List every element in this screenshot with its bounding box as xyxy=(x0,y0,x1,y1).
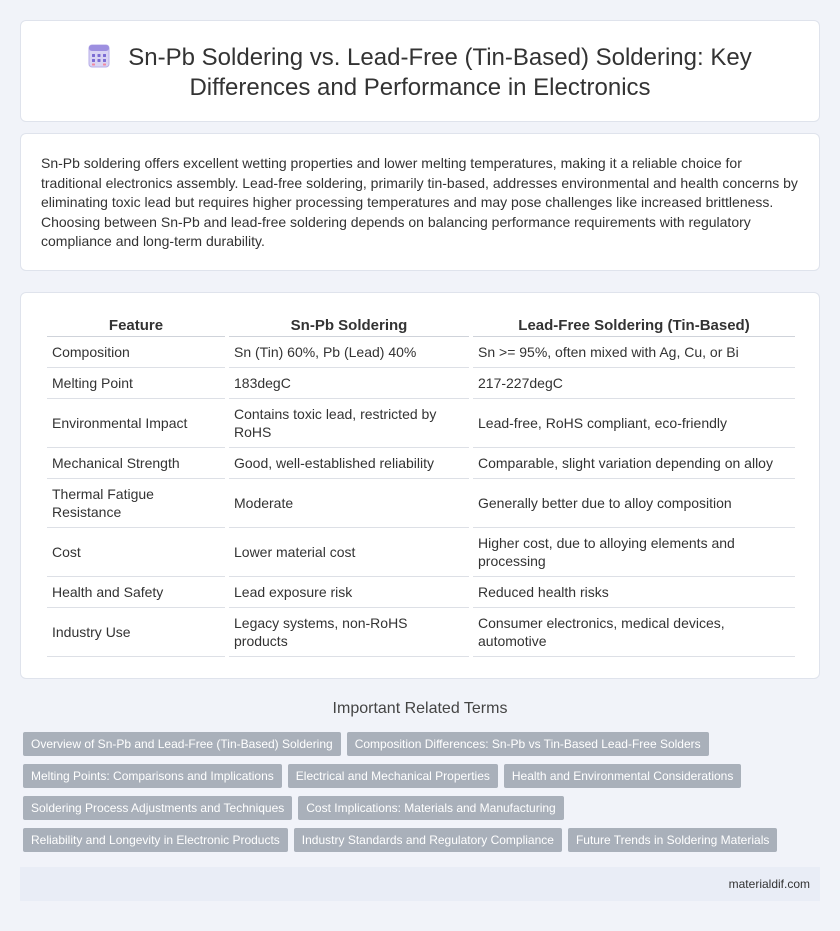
cell-feature: Composition xyxy=(47,337,225,368)
cell-sn-pb: Contains toxic lead, restricted by RoHS xyxy=(229,399,469,448)
tag-row xyxy=(23,828,823,860)
table-row xyxy=(47,448,795,479)
header-sn-pb: Sn-Pb Soldering xyxy=(229,315,469,337)
related-term-tag[interactable]: Soldering Process Adjustments and Techniques xyxy=(23,796,292,820)
table-row xyxy=(47,337,795,368)
related-term-tag[interactable]: Cost Implications: Materials and Manufacturing xyxy=(298,796,563,820)
table-row xyxy=(47,399,795,448)
table-row xyxy=(47,528,795,577)
tag-row xyxy=(23,732,823,764)
table-header-row xyxy=(47,315,795,337)
footer-site[interactable]: materialdif.com xyxy=(728,877,810,891)
table-row xyxy=(47,608,795,657)
comparison-table-card xyxy=(20,292,820,679)
related-term-tag[interactable]: Electrical and Mechanical Properties xyxy=(288,764,498,788)
related-term-tag[interactable]: Reliability and Longevity in Electronic Products xyxy=(23,828,288,852)
cell-lead-free: Consumer electronics, medical devices, automotive xyxy=(473,608,795,657)
cell-lead-free: 217-227degC xyxy=(473,368,795,399)
tag-row xyxy=(23,796,823,828)
tag-row xyxy=(23,764,823,796)
cell-sn-pb: Lead exposure risk xyxy=(229,577,469,608)
cell-sn-pb: 183degC xyxy=(229,368,469,399)
related-term-tag[interactable]: Overview of Sn-Pb and Lead-Free (Tin-Based) Soldering xyxy=(23,732,341,756)
cell-lead-free: Higher cost, due to alloying elements and processing xyxy=(473,528,795,577)
cell-sn-pb: Sn (Tin) 60%, Pb (Lead) 40% xyxy=(229,337,469,368)
cell-feature: Cost xyxy=(47,528,225,577)
header-feature: Feature xyxy=(47,315,225,337)
cell-lead-free: Comparable, slight variation depending on alloy xyxy=(473,448,795,479)
cell-sn-pb: Good, well-established reliability xyxy=(229,448,469,479)
cell-feature: Health and Safety xyxy=(47,577,225,608)
cell-sn-pb: Moderate xyxy=(229,479,469,528)
cell-sn-pb: Lower material cost xyxy=(229,528,469,577)
cell-feature: Industry Use xyxy=(47,608,225,657)
related-term-tag[interactable]: Composition Differences: Sn-Pb vs Tin-Based Lead-Free Solders xyxy=(347,732,709,756)
calculator-icon xyxy=(88,44,110,68)
related-term-tag[interactable]: Melting Points: Comparisons and Implications xyxy=(23,764,282,788)
page-title-wrap xyxy=(61,43,779,103)
cell-feature: Melting Point xyxy=(47,368,225,399)
table-row xyxy=(47,479,795,528)
footer xyxy=(20,867,820,901)
cell-lead-free: Reduced health risks xyxy=(473,577,795,608)
cell-feature: Mechanical Strength xyxy=(47,448,225,479)
related-term-tag[interactable]: Health and Environmental Considerations xyxy=(504,764,741,788)
related-term-tag[interactable]: Future Trends in Soldering Materials xyxy=(568,828,777,852)
cell-lead-free: Generally better due to alloy composition xyxy=(473,479,795,528)
cell-lead-free: Sn >= 95%, often mixed with Ag, Cu, or Bi xyxy=(473,337,795,368)
header-lead-free: Lead-Free Soldering (Tin-Based) xyxy=(473,315,795,337)
table-row xyxy=(47,577,795,608)
intro-card xyxy=(20,133,820,271)
cell-feature: Thermal Fatigue Resistance xyxy=(47,479,225,528)
intro-paragraph: Sn-Pb soldering offers excellent wetting properties and lower melting temperatures, making it a reliable choice for traditional electronics assembly. Lead-free soldering, primarily tin-based, addresses environmental and health concerns by eliminating toxic lead but requires higher processing temperatures and may pose challenges like increased brittleness. Choosing between Sn-Pb and lead-free soldering depends on balancing performance requirements with regulatory compliance and long-term durability. xyxy=(41,155,798,250)
title-card xyxy=(20,20,820,122)
related-terms-list xyxy=(23,732,823,860)
page-title: Sn-Pb Soldering vs. Lead-Free (Tin-Based) Soldering: Key Differences and Performance in Electronics xyxy=(128,44,752,101)
cell-feature: Environmental Impact xyxy=(47,399,225,448)
cell-sn-pb: Legacy systems, non-RoHS products xyxy=(229,608,469,657)
related-term-tag[interactable]: Industry Standards and Regulatory Compliance xyxy=(294,828,562,852)
related-terms-heading: Important Related Terms xyxy=(332,700,508,717)
table-row xyxy=(47,368,795,399)
comparison-table xyxy=(43,315,799,657)
cell-lead-free: Lead-free, RoHS compliant, eco-friendly xyxy=(473,399,795,448)
